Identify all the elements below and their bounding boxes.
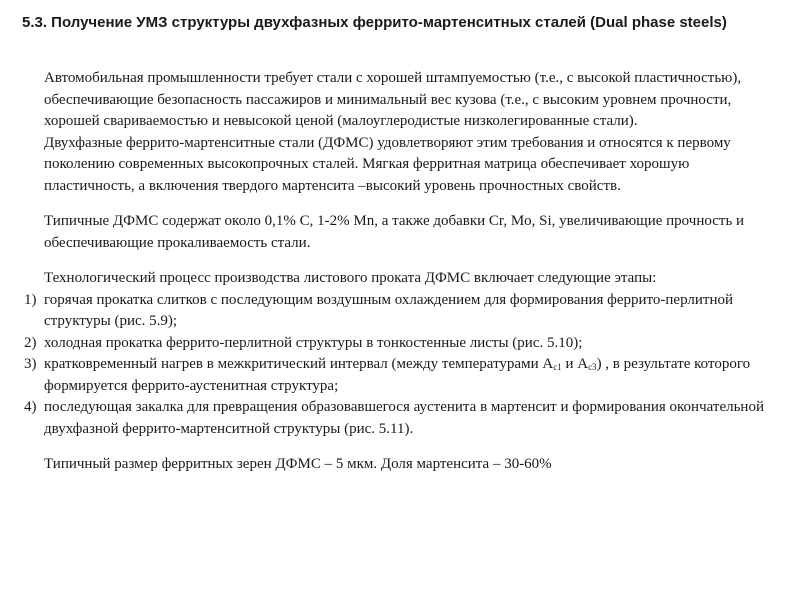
- list-item-number: 4): [24, 399, 37, 415]
- process-steps-list: [24, 290, 776, 441]
- subscript-c3: с3: [588, 362, 597, 372]
- list-item: [24, 354, 776, 397]
- list-item: [24, 333, 776, 355]
- list-item: [24, 397, 776, 440]
- list-item-number: 3): [24, 356, 37, 372]
- list-item: [24, 290, 776, 333]
- subscript-c1: с1: [553, 362, 562, 372]
- list-item-text: кратковременный нагрев в межкритический интервал (между температурами $А_{с1}$ и $А_{с3}$) , в результате которого формируется феррито-аустенитная структура;: [44, 356, 751, 394]
- paragraph-composition: Типичные ДФМС содержат около 0,1% С, 1-2% Mn, а также добавки Cr, Mo, Si, увеличивающие прочность и обеспечивающие прокаливаемость стали.: [44, 213, 745, 251]
- list-item-number: 2): [24, 334, 37, 351]
- list-item-text: горячая прокатка слитков с последующим воздушным охлаждением для формирования феррито-перлитной структуры (рис. 5.9);: [44, 291, 733, 329]
- slide-body: [24, 68, 776, 476]
- list-item-text: последующая закалка для превращения образовавшегося аустенита в мартенсит и формирования окончательной двухфазной феррито-мартенситной структуры (рис. 5.11).: [44, 399, 764, 437]
- list-item-number: 1): [24, 291, 37, 308]
- paragraph-process-intro: Технологический процесс производства листового проката ДФМС включает следующие этапы:: [44, 270, 657, 286]
- paragraph-dfms-overview: Двухфазные феррито-мартенситные стали (ДФМС) удовлетворяют этим требования и относятся к первому поколению современных высокопрочных сталей. Мягкая ферритная матрица обеспечивает хорошую пластичность, а включения твердого мартенсита –высокий уровень прочностных свойств.: [44, 134, 731, 194]
- paragraph-automotive-requirements: Автомобильная промышленности требует стали с хорошей штампуемостью (т.е., с высокой пластичностью), обеспечивающие безопасность пассажиров и минимальный вес кузова (т.е., с высоким уровнем прочности, хорошей свариваемостью и невысокой ценой (малоуглеродистые низколегированные стали).: [44, 70, 742, 129]
- slide-title: 5.3. Получение УМЗ структуры двухфазных феррито-мартенситных сталей (Dual phase steels): [22, 14, 727, 31]
- paragraph-grain-size: Типичный размер ферритных зерен ДФМС – 5 мкм. Доля мартенсита – 30-60%: [44, 456, 552, 472]
- list-item-text: холодная прокатка феррито-перлитной структуры в тонкостенные листы (рис. 5.10);: [44, 334, 583, 351]
